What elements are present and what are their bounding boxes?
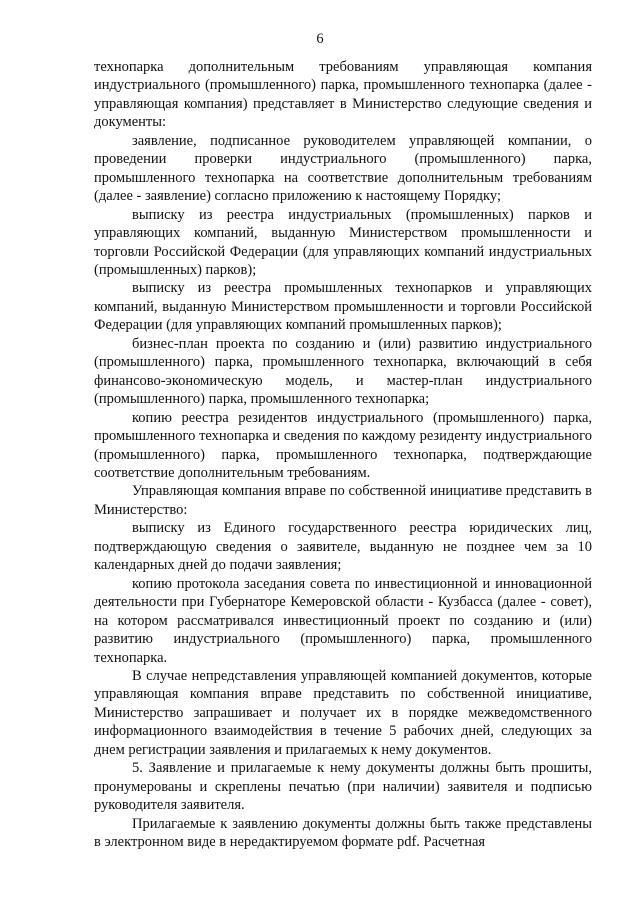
- paragraph-business-plan-item: бизнес-план проекта по созданию и (или) развитию индустриального (промышленного) парка, промышленного технопарка, включающий в себя финансово-экономическую модель, и мастер-план индустриального (промышленного) парка, промышленного технопарка;: [94, 335, 592, 408]
- paragraph-council-protocol-item: копию протокола заседания совета по инвестиционной и инновационной деятельности при Губернаторе Кемеровской области - Кузбасса (далее - совет), на котором рассматривался инвестиционный проект по созданию и (или) развитию индустриального (промышленного) парка, промышленного технопарка.: [94, 575, 592, 666]
- paragraph-technoparks-registry-item: выписку из реестра промышленных технопарков и управляющих компаний, выданную Министерством промышленности и торговли Российской Федерации (для управляющих компаний промышленных парков);: [94, 280, 592, 334]
- paragraph-interagency-request: В случае непредставления управляющей компанией документов, которые управляющая компания вправе представить по собственной инициативе, Министерство запрашивает и получает их в порядке межведомственного информационного взаимодействия в течение 5 рабочих дней, следующих за днем регистрации заявления и прилагаемых к нему документов.: [94, 667, 592, 758]
- paragraph-own-initiative: Управляющая компания вправе по собственной инициативе представить в Министерство:: [94, 483, 592, 518]
- paragraph-egrul-extract-item: выписку из Единого государственного реестра юридических лиц, подтверждающую сведения о заявителе, выданную не позднее чем за 10 календарных дней до подачи заявления;: [94, 520, 592, 574]
- document-body: [94, 58, 592, 851]
- paragraph-residents-registry-item: копию реестра резидентов индустриального (промышленного) парка, промышленного технопарка и сведения по каждому резиденту индустриального (промышленного) парка, промышленного технопарка, подтверждающие соответствие дополнительным требованиям.: [94, 409, 592, 481]
- paragraph-electronic-copies: Прилагаемые к заявлению документы должны быть также представлены в электронном виде в нередактируемом формате pdf. Расчетная: [94, 815, 592, 851]
- paragraph-continuation: технопарка дополнительным требованиям управляющая компания индустриального (промышленного) парка, промышленного технопарка (далее - управляющая компания) представляет в Министерство следующие сведения и документы:: [94, 59, 592, 131]
- paragraph-industrial-parks-registry-item: выписку из реестра индустриальных (промышленных) парков и управляющих компаний, выданную Министерством промышленности и торговли Российской Федерации (для управляющих компаний индустриальных (промышленных) парков);: [94, 206, 592, 278]
- page-number: 6: [316, 31, 324, 47]
- paragraph-section-5: 5. Заявление и прилагаемые к нему документы должны быть прошиты, пронумерованы и скреплены печатью (при наличии) заявителя и подписью руководителя заявителя.: [94, 760, 592, 814]
- paragraph-application-item: заявление, подписанное руководителем управляющей компании, о проведении проверки индустриального (промышленного) парка, промышленного технопарка на соответствие дополнительным требованиям (далее - заявление) согласно приложению к настоящему Порядку;: [94, 132, 592, 205]
